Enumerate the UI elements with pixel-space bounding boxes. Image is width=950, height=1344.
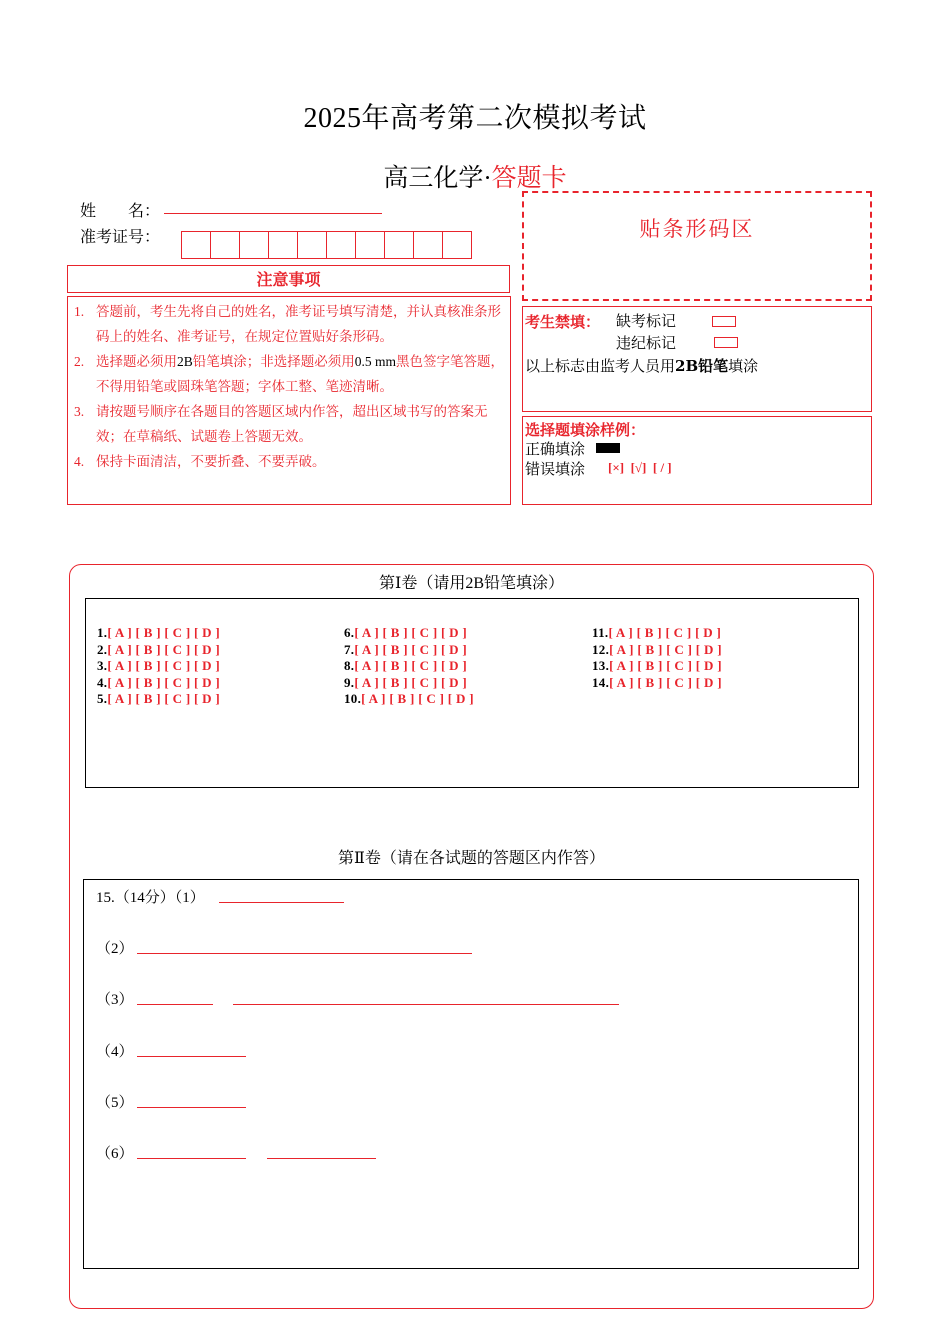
q15-part-6-answer-line-a[interactable] (137, 1158, 246, 1159)
mc-question-14[interactable]: 14.[ A ] [ B ] [ C ] [ D ] (592, 675, 722, 690)
proctor-only-box (522, 306, 872, 412)
exam-title: 2025年高考第二次模拟考试 (303, 103, 647, 134)
q15-part-1-label: 15.（14分）（1） (96, 890, 205, 906)
barcode-area[interactable] (522, 191, 872, 301)
notice-item-text: 答题前，考生先将自己的姓名，准考证号填写清楚，并认真核准条形码上的姓名、准考证号，在规定位置贴好条形码。 (96, 304, 501, 344)
q15-part-2-answer-line[interactable] (137, 953, 472, 954)
notice-item-2 (74, 349, 506, 399)
violation-mark-box[interactable] (714, 337, 738, 348)
q15-part-6-label: （6） (96, 1146, 134, 1162)
notice-item-number: 1. (74, 304, 85, 319)
mc-question-3[interactable]: 3.[ A ] [ B ] [ C ] [ D ] (97, 658, 221, 673)
notice-item-4 (74, 449, 506, 474)
barcode-label: 贴条形码区 (639, 217, 755, 241)
id-number-boxes[interactable] (181, 231, 471, 259)
section-1-title: 第Ⅰ卷（请用2B铅笔填涂） (379, 575, 564, 592)
id-digit-box[interactable] (384, 231, 414, 259)
mc-question-1[interactable]: 1.[ A ] [ B ] [ C ] [ D ] (97, 625, 221, 640)
mc-question-8[interactable]: 8.[ A ] [ B ] [ C ] [ D ] (344, 658, 468, 673)
q15-part-4-answer-line[interactable] (137, 1056, 246, 1057)
mc-question-4[interactable]: 4.[ A ] [ B ] [ C ] [ D ] (97, 675, 221, 690)
notice-item-text: 请按题号顺序在各题目的答题区域内作答，超出区域书写的答案无效；在草稿纸、试题卷上答题无效。 (96, 404, 488, 444)
mc-question-7[interactable]: 7.[ A ] [ B ] [ C ] [ D ] (344, 642, 468, 657)
id-digit-box[interactable] (297, 231, 327, 259)
name-field[interactable] (164, 213, 382, 214)
q15-answer-box (83, 879, 859, 1269)
q15-part-3-label: （3） (96, 992, 134, 1008)
subtitle-card: 答题卡 (491, 165, 567, 192)
correct-fill-label: 正确填涂 (525, 442, 586, 458)
notice-item-3 (74, 399, 506, 449)
violation-mark-label: 违纪标记 (616, 336, 677, 352)
card-subtitle (0, 158, 950, 194)
notice-item-text: 选择题必须用2B铅笔填涂；非选择题必须用0.5 mm黑色签字笔答题，不得用铅笔或圆珠笔答题；字体工整、笔迹清晰。 (96, 354, 505, 394)
fill-sample-box (522, 416, 872, 505)
mc-question-13[interactable]: 13.[ A ] [ B ] [ C ] [ D ] (592, 658, 722, 673)
mc-question-9[interactable]: 9.[ A ] [ B ] [ C ] [ D ] (344, 675, 468, 690)
q15-part-2-label: （2） (96, 941, 134, 957)
id-digit-box[interactable] (210, 231, 240, 259)
mc-question-5[interactable]: 5.[ A ] [ B ] [ C ] [ D ] (97, 691, 221, 706)
section-2-title: 第Ⅱ卷（请在各试题的答题区内作答） (338, 850, 605, 867)
fill-sample-title: 选择题填涂样例： (525, 421, 646, 439)
q15-part-4-label: （4） (96, 1044, 134, 1060)
mc-question-12[interactable]: 12.[ A ] [ B ] [ C ] [ D ] (592, 642, 722, 657)
id-digit-box[interactable] (355, 231, 385, 259)
q15-part-1-answer-line[interactable] (219, 902, 344, 903)
wrong-fill-label: 错误填涂 (525, 462, 586, 478)
correct-fill-example (596, 443, 620, 453)
id-label: 准考证号： (80, 229, 161, 246)
notice-box (67, 296, 511, 505)
notice-item-number: 2. (74, 354, 85, 369)
mc-question-2[interactable]: 2.[ A ] [ B ] [ C ] [ D ] (97, 642, 221, 657)
id-digit-box[interactable] (239, 231, 269, 259)
notice-item-number: 4. (74, 454, 85, 469)
mc-question-6[interactable]: 6.[ A ] [ B ] [ C ] [ D ] (344, 625, 468, 640)
id-digit-box[interactable] (442, 231, 472, 259)
mc-question-10[interactable]: 10.[ A ] [ B ] [ C ] [ D ] (344, 691, 474, 706)
notice-item-number: 3. (74, 404, 85, 419)
q15-part-3-answer-line-b[interactable] (233, 1004, 619, 1005)
wrong-fill-examples: [×] [√] [ / ] (608, 460, 672, 475)
notice-item-1 (74, 299, 506, 349)
notice-item-text: 保持卡面清洁，不要折叠、不要弄破。 (96, 454, 326, 469)
id-digit-box[interactable] (326, 231, 356, 259)
absent-mark-label: 缺考标记 (616, 314, 677, 330)
q15-part-5-answer-line[interactable] (137, 1107, 246, 1108)
name-label: 姓 名： (80, 203, 161, 220)
notice-heading: 注意事项 (67, 265, 510, 293)
id-digit-box[interactable] (413, 231, 443, 259)
absent-mark-box[interactable] (712, 316, 736, 327)
q15-part-5-label: （5） (96, 1095, 134, 1111)
id-digit-box[interactable] (268, 231, 298, 259)
subtitle-subject: 高三化学· (383, 165, 492, 192)
proctor-only-title: 考生禁填： (525, 313, 601, 331)
q15-part-3-answer-line-a[interactable] (137, 1004, 213, 1005)
mc-question-11[interactable]: 11.[ A ] [ B ] [ C ] [ D ] (592, 625, 722, 640)
q15-part-6-answer-line-b[interactable] (267, 1158, 376, 1159)
proctor-note: 以上标志由监考人员用2B铅笔填涂 (525, 357, 759, 375)
id-digit-box[interactable] (181, 231, 211, 259)
